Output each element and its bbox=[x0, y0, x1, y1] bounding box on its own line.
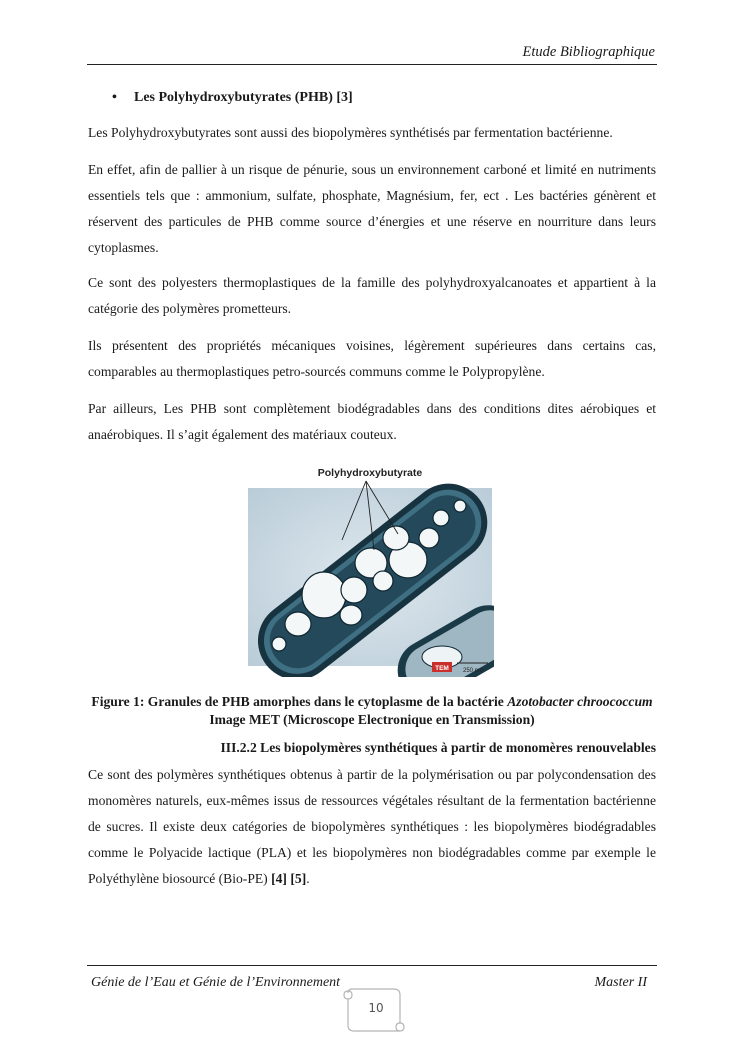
scale-bar-label: 250 nm bbox=[462, 668, 484, 674]
caption-species: Azotobacter chroococcum bbox=[507, 694, 653, 709]
bullet-heading-text: Les Polyhydroxybutyrates (PHB) [3] bbox=[134, 90, 353, 105]
paragraph-end-punct: . bbox=[306, 871, 310, 886]
section-bullet-heading bbox=[112, 90, 353, 106]
page-header-title: Etude Bibliographique bbox=[522, 44, 655, 60]
caption-prefix: Figure 1: Granules de PHB amorphes dans le cytoplasme de la bactérie bbox=[91, 694, 508, 709]
header-rule bbox=[87, 64, 657, 65]
bullet-marker: • bbox=[112, 90, 117, 105]
paragraph-properties: Ils présentent des propriétés mécaniques voisines, légèrement supérieures dans certains cas, comparables au thermoplastiques petro-sourcés communs comme le Polypropylène. bbox=[88, 338, 656, 379]
footer-degree: Master II bbox=[594, 975, 647, 990]
tem-badge-text: TEM bbox=[435, 665, 449, 672]
caption-suffix: Image MET (Microscope Electronique en Transmission) bbox=[209, 712, 535, 727]
figure-label: Polyhydroxybutyrate bbox=[317, 467, 423, 479]
page-number: 10 bbox=[368, 1001, 384, 1015]
footer-program: Génie de l’Eau et Génie de l’Environnement bbox=[91, 975, 341, 990]
section-heading: III.2.2 Les biopolymères synthétiques à partir de monomères renouvelables bbox=[220, 740, 656, 755]
figure-tem-image bbox=[246, 462, 494, 677]
citation-ref-4: [4] bbox=[271, 871, 287, 886]
paragraph-biodegradability: Par ailleurs, Les PHB sont complètement biodégradables dans des conditions dites aérobiques et anaérobiques. Il s’agit également des matériaux couteux. bbox=[88, 401, 656, 442]
paragraph-intro: Les Polyhydroxybutyrates sont aussi des biopolymères synthétisés par fermentation bactérienne. bbox=[88, 125, 613, 140]
tem-micrograph bbox=[246, 462, 494, 677]
citation-ref-5: [5] bbox=[290, 871, 307, 886]
paragraph-polyesters: Ce sont des polyesters thermoplastiques de la famille des polyhydroxyalcanoates et appartient à la catégorie des polymères prometteurs. bbox=[88, 275, 656, 316]
paragraph-synthesis: En effet, afin de pallier à un risque de pénurie, sous un environnement carboné et limité en nutriments essentiels tels que : ammonium, sulfate, phosphate, Magnésium, fer, ect . Les bactéries génèrent et réservent des particules de PHB comme source d’énergies et une réserve en nourriture dans leurs cytoplasmes. bbox=[88, 162, 656, 255]
paragraph-synthetic-text: Ce sont des polymères synthétiques obtenus à partir de la polymérisation ou par polycondensation des monomères naturels, eux-mêmes issus de ressources végétales résultant de la fermentation bactérienne de sucres. Il existe deux catégories de biopolymères synthétiques : les biopolymères biodégradables comme le Polyacide lactique (PLA) et les biopolymères non biodégradables comme par exemple le Polyéthylène biosourcé (Bio-PE) bbox=[88, 767, 656, 886]
footer-rule bbox=[87, 965, 657, 966]
paragraph-synthetic-biopolymers bbox=[88, 762, 656, 892]
figure-caption bbox=[88, 693, 656, 729]
